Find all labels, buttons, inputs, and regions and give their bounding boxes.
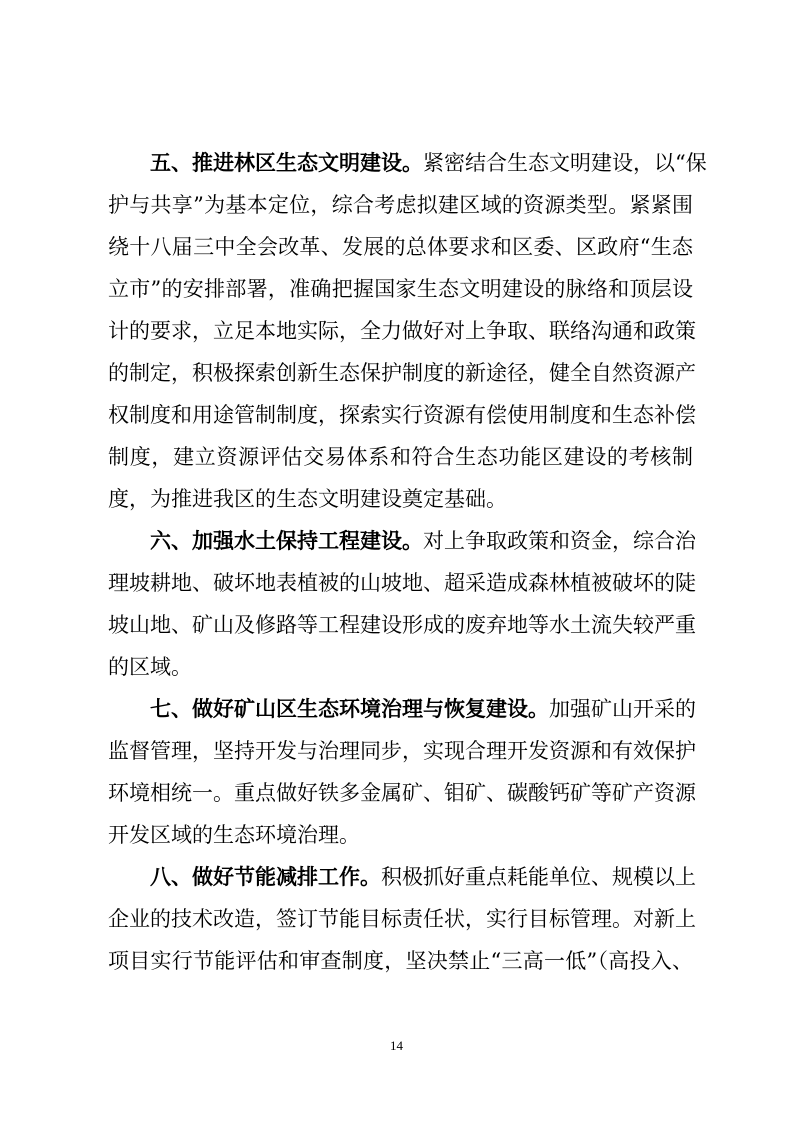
paragraph-6-line-1 (150, 520, 696, 562)
paragraph-5-line-9: 度，为推进我区的生态文明建设奠定基础。 (108, 487, 507, 511)
paragraph-6-line-3: 坡山地、矿山及修路等工程建设形成的废弃地等水土流失较严重 (108, 613, 696, 637)
paragraph-8-line-1 (150, 856, 696, 898)
paragraph-6-text: 对上争取政策和资金，综合治 (423, 529, 696, 553)
paragraph-5-line-6: 的制定，积极探索创新生态保护制度的新途径，健全自然资源产 (108, 361, 696, 385)
paragraph-5-line-3: 绕十八届三中全会改革、发展的总体要求和区委、区政府“生态 (108, 235, 693, 259)
paragraph-5-line-1 (150, 142, 707, 184)
paragraph-5-line-5: 计的要求，立足本地实际，全力做好对上争取、联络沟通和政策 (108, 319, 696, 343)
paragraph-8-line-2: 企业的技术改造，签订节能目标责任状，实行目标管理。对新上 (108, 907, 696, 931)
paragraph-5-text: 紧密结合生态文明建设，以“保 (423, 151, 707, 175)
paragraph-7-line-2: 监督管理，坚持开发与治理同步，实现合理开发资源和有效保护 (108, 739, 696, 763)
paragraph-6-heading: 六、加强水土保持工程建设。 (150, 528, 423, 553)
paragraph-6-line-2: 理坡耕地、破坏地表植被的山坡地、超采造成森林植被破坏的陡 (108, 571, 696, 595)
paragraph-6-line-4: 的区域。 (108, 655, 192, 679)
paragraph-8-text: 积极抓好重点耗能单位、规模以上 (381, 865, 696, 889)
paragraph-8-heading: 八、做好节能减排工作。 (150, 864, 381, 889)
paragraph-5-heading: 五、推进林区生态文明建设。 (150, 150, 423, 175)
paragraph-7-heading: 七、做好矿山区生态环境治理与恢复建设。 (150, 696, 549, 721)
paragraph-5-line-2: 护与共享”为基本定位，综合考虑拟建区域的资源类型。紧紧围 (108, 193, 693, 217)
paragraph-5-line-8: 制度，建立资源评估交易体系和符合生态功能区建设的考核制 (108, 445, 693, 469)
page-number: 14 (390, 1038, 403, 1053)
paragraph-5-line-4: 立市”的安排部署，准确把握国家生态文明建设的脉络和顶层设 (108, 277, 693, 301)
paragraph-5-line-7: 权制度和用途管制制度，探索实行资源有偿使用制度和生态补偿 (108, 403, 696, 427)
paragraph-7-line-1 (150, 688, 696, 730)
paragraph-7-text: 加强矿山开采的 (549, 697, 696, 721)
paragraph-7-line-3: 环境相统一。重点做好铁多金属矿、钼矿、碳酸钙矿等矿产资源 (108, 781, 696, 805)
paragraph-8-line-3: 项目实行节能评估和审查制度，坚决禁止“三高一低”（高投入、 (108, 949, 693, 973)
paragraph-7-line-4: 开发区域的生态环境治理。 (108, 823, 360, 847)
